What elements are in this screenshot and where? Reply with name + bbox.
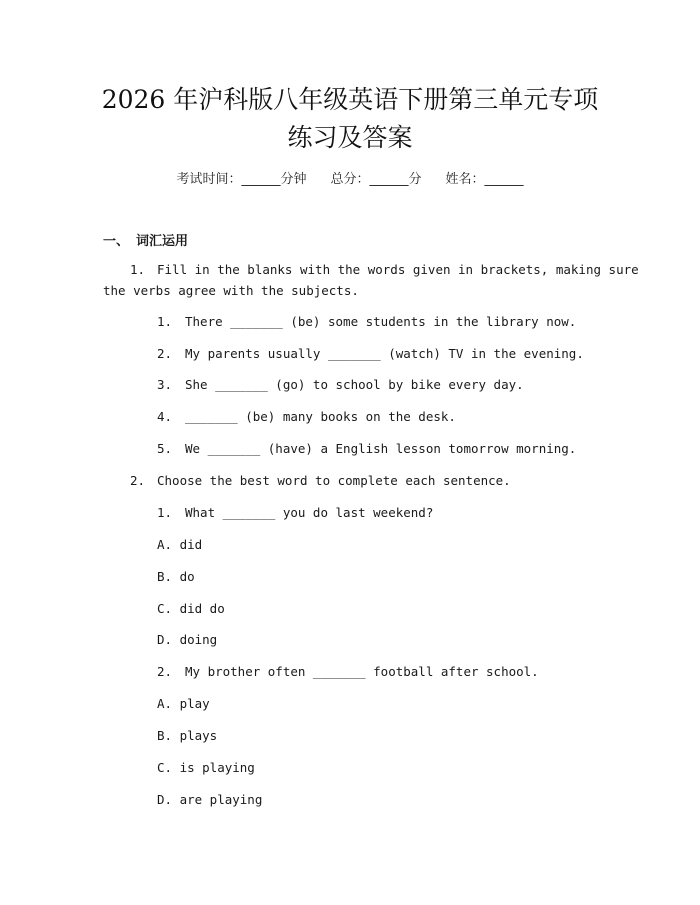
exam-time-label: 考试时间：______分钟 (176, 172, 307, 187)
question-1-line-2: the verbs agree with the subjects. (103, 283, 359, 298)
item-text: She _______ (go) to school by bike every day. (185, 377, 524, 392)
item-text: My parents usually _______ (watch) TV in the evening. (185, 346, 584, 361)
sub-question-number: 1. (157, 505, 173, 520)
list-item (157, 377, 524, 392)
section-number: 一、 (103, 234, 130, 249)
sub-question-2 (157, 664, 539, 679)
option-b: B. plays (157, 728, 218, 743)
doc-title-line-2: 练习及答案 (287, 123, 413, 152)
item-number: 1. (157, 314, 173, 329)
sub-question-1 (157, 505, 433, 520)
question-2-text: Choose the best word to complete each sentence. (157, 473, 511, 488)
section-heading (103, 230, 188, 249)
exam-meta (0, 168, 700, 187)
question-1-text-1: Fill in the blanks with the words given in brackets, making sure (157, 262, 639, 277)
item-number: 4. (157, 409, 173, 424)
item-number: 3. (157, 377, 173, 392)
section-title: 词汇运用 (136, 234, 189, 249)
item-text: There _______ (be) some students in the library now. (185, 314, 577, 329)
option-c: C. is playing (157, 760, 255, 775)
sub-question-text: What _______ you do last weekend? (185, 505, 434, 520)
item-text: We _______ (have) a English lesson tomorrow morning. (185, 441, 577, 456)
list-item (157, 314, 576, 329)
list-item (157, 441, 576, 456)
item-number: 5. (157, 441, 173, 456)
option-a: A. play (157, 696, 210, 711)
sub-question-text: My brother often _______ football after school. (185, 664, 539, 679)
total-score-label: 总分：______分 (330, 172, 422, 187)
option-c: C. did do (157, 601, 225, 616)
item-text: _______ (be) many books on the desk. (185, 409, 456, 424)
item-number: 2. (157, 346, 173, 361)
sub-question-number: 2. (157, 664, 173, 679)
question-2-number: 2. (130, 473, 146, 488)
question-1-number: 1. (130, 262, 146, 277)
option-b: B. do (157, 569, 195, 584)
option-d: D. are playing (157, 792, 263, 807)
question-1-line-1 (130, 262, 639, 277)
doc-title-line-1: 2026 年沪科版八年级英语下册第三单元专项 (101, 85, 599, 114)
question-2-line (130, 473, 511, 488)
list-item (157, 409, 456, 424)
option-d: D. doing (157, 632, 218, 647)
option-a: A. did (157, 537, 203, 552)
list-item (157, 346, 584, 361)
student-name-label: 姓名：______ (445, 172, 524, 187)
